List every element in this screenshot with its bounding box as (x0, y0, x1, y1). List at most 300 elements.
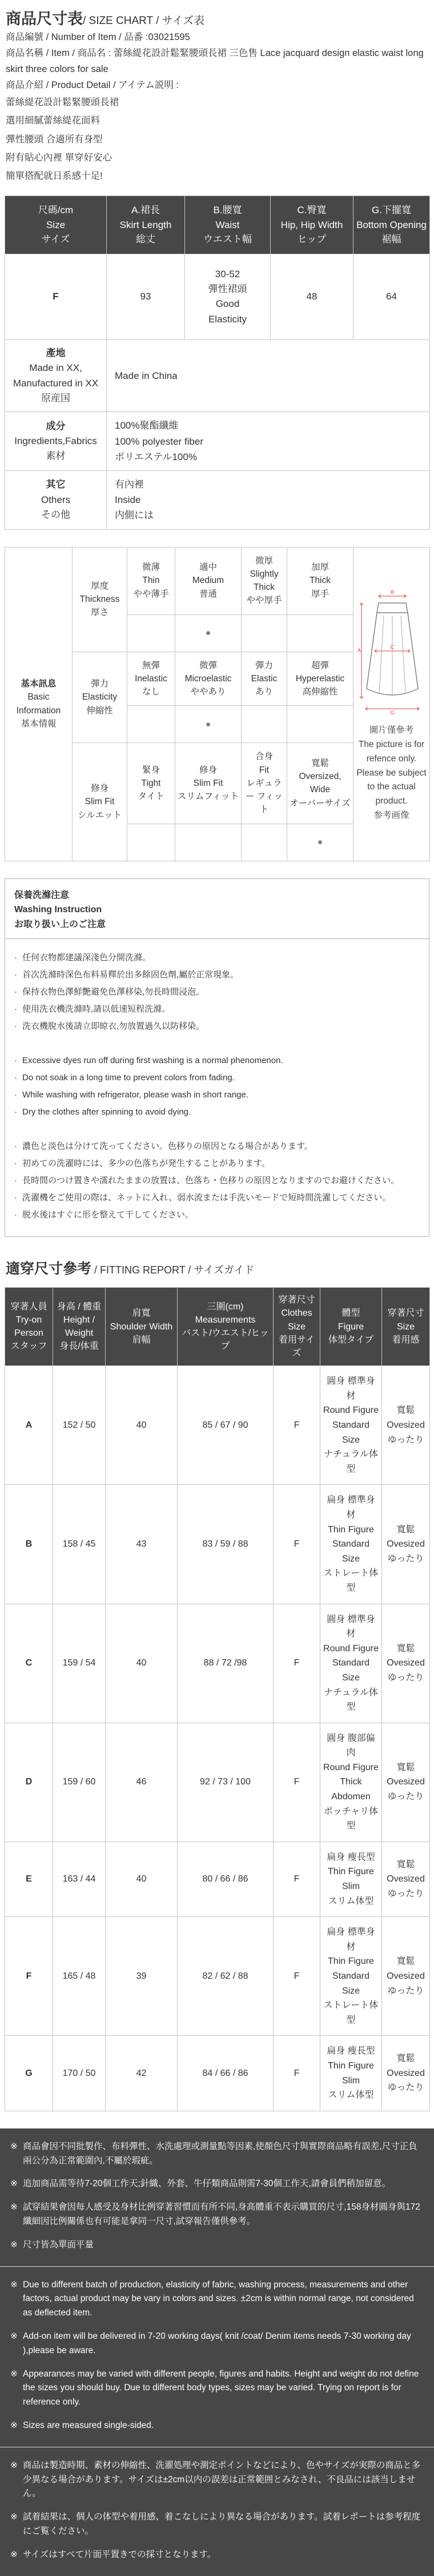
figure-zh: 扁身 標準身材 (327, 1495, 375, 1520)
footer-note-line (10, 2367, 424, 2410)
header-line: 総丈 (136, 234, 155, 245)
attribute-label-line: 厚度 (90, 581, 108, 591)
basic-info-title-line: Basic Information (16, 692, 61, 716)
washing-instruction-line (14, 967, 420, 984)
note-marker: · (14, 1193, 17, 1203)
size-chart-header-bottom (353, 196, 430, 254)
reference-note-line: 圖片僅參考 (369, 725, 414, 736)
elasticity-option-inelastic (127, 652, 175, 706)
header-line: Measurements (195, 1315, 256, 1325)
waist-value (185, 254, 271, 340)
option-line: Slim Fit (193, 778, 223, 788)
option-line: やや厚手 (246, 596, 282, 606)
info-value-line: 内側には (115, 510, 154, 521)
washing-instruction-line-text: Dry the clothes after spinning to avoid dying. (22, 1107, 191, 1117)
footer-note-line (10, 2459, 424, 2501)
washing-instruction-line (14, 1069, 420, 1087)
waist-value-line: Elasticity (208, 313, 247, 325)
bottom-opening-value: 64 (353, 254, 430, 340)
option-line: 緊身 (142, 765, 160, 775)
waist-value-line: 30-52 (215, 268, 240, 279)
fitting-header-height-weight (53, 1288, 106, 1366)
fitting-header-figure (320, 1288, 382, 1366)
washing-instruction-line (14, 1172, 420, 1189)
footer-note-line-text: サイズはすべて片面平置きでの採寸となります。 (23, 2549, 216, 2559)
header-line: スタッフ (10, 1341, 47, 1352)
size-feel-zh: 寬鬆 (396, 1643, 415, 1654)
fitting-title-zh: 適穿尺寸參考 (6, 1261, 92, 1277)
marker-dot: ● (287, 824, 353, 861)
size-feel-en: Ovesized (387, 1658, 425, 1668)
header-line: Height / Weight (63, 1315, 95, 1339)
shoulder-width: 43 (106, 1485, 178, 1604)
fitting-table-body (5, 1366, 430, 2111)
footer-note-line (10, 2200, 424, 2229)
note-marker: · (14, 987, 17, 997)
measurements: 88 / 72 /98 (178, 1604, 274, 1723)
basic-info-title-line: 基本情報 (21, 718, 57, 729)
option-line: 合身 (255, 752, 273, 762)
shoulder-width: 40 (106, 1366, 178, 1485)
washing-instruction-line-text: 長時間のつけ置きや濡れたままの放置は、色落ち・色移りの原因となりますのでお避けください。 (22, 1176, 400, 1186)
footer-note-line (10, 2278, 424, 2321)
skirt-length-value: 93 (107, 254, 185, 340)
shoulder-width: 40 (106, 1842, 178, 1916)
note-marker: · (14, 1141, 17, 1152)
basic-info-title (5, 547, 73, 861)
figure-en: Thin Figure Standard Size (328, 1524, 374, 1564)
fitting-table-row (5, 1366, 430, 1485)
footer-note-line-text: 試着結果は、個人の体型や着用感、着こなしにより異なる場合があります。試着レポートは参考程度にご覧ください。 (23, 2512, 421, 2536)
size-feel (382, 1485, 430, 1604)
size-feel-zh: 寬鬆 (396, 1956, 415, 1967)
elasticity-option-microelastic (175, 652, 242, 706)
header-line: Waist (215, 219, 240, 230)
figure-jp: スリム体型 (328, 2090, 374, 2100)
marker-dot: ● (175, 614, 242, 652)
info-label-line: Ingredients,Fabrics (14, 436, 97, 446)
size-chart-table (5, 195, 430, 529)
size-feel-jp: ゆったり (387, 1435, 424, 1445)
header-line: 穿著尺寸 (387, 1308, 424, 1319)
note-marker: · (14, 1073, 17, 1083)
header-line: 穿著尺寸 (278, 1295, 315, 1305)
attribute-label-line: Slim Fit (85, 797, 115, 807)
thickness-option-row (5, 547, 430, 614)
height-weight: 152 / 50 (53, 1366, 106, 1485)
washing-instruction-line (14, 1001, 420, 1018)
header-line: サイズ (41, 234, 70, 245)
figure-zh: 扁身 瘦長型 (327, 2046, 375, 2056)
page-title (6, 9, 428, 29)
option-line: 超彈 (311, 660, 329, 670)
footer-note-line-text: Add-on item will be delivered in 7-20 working days( knit /coat/ Denim items needs 7-30 working day ),please be aware. (23, 2331, 411, 2355)
clothes-size: F (274, 1604, 320, 1723)
fabric-row (5, 412, 430, 471)
size-chart-header-length (107, 196, 185, 254)
note-marker: ※ (10, 2202, 18, 2212)
diagram-label-g: G (389, 710, 395, 716)
tryon-person: E (5, 1842, 53, 1916)
washing-instruction-line-text: 洗濯機をご使用の際は、ネットに入れ、弱水流または手洗いモードで短時間洗濯してください。 (22, 1193, 391, 1203)
fitting-header-row (5, 1288, 430, 1366)
washing-instruction-line (14, 1087, 420, 1104)
attribute-label-line: Thickness (79, 594, 120, 604)
option-line: Elastic (251, 673, 278, 684)
size-feel-en: Ovesized (387, 1874, 425, 1884)
hip-value: 48 (271, 254, 353, 340)
size-value: F (5, 254, 107, 340)
washing-notes-en (14, 1052, 420, 1121)
washing-title-line: お取り扱い上のご注意 (14, 919, 106, 929)
fitting-header-shoulder (106, 1288, 178, 1366)
fitting-header-clothes-size (274, 1288, 320, 1366)
origin-row (5, 340, 430, 412)
marker-cell (287, 706, 353, 743)
size-feel-en: Ovesized (387, 2068, 425, 2078)
figure-jp: ナチュラル体型 (323, 1449, 379, 1474)
size-feel (382, 1917, 430, 2036)
attribute-label-line: シルエット (78, 810, 122, 820)
size-chart-header-size (5, 196, 107, 254)
clothes-size: F (274, 1917, 320, 2036)
marker-cell (175, 824, 242, 861)
diagram-label-a: A (357, 648, 361, 654)
footer-note-line (10, 2548, 424, 2562)
skirt-diagram (357, 587, 426, 716)
option-line: 修身 (199, 765, 217, 775)
option-line: Oversized, Wide (299, 772, 341, 795)
header-line: Clothes Size (281, 1308, 312, 1332)
option-line: 高伸縮性 (302, 687, 338, 697)
info-label-line: Made in XX, Manufactured in XX (13, 362, 99, 389)
height-weight: 165 / 48 (53, 1917, 106, 2036)
option-line: タイト (138, 792, 164, 802)
size-feel (382, 1723, 430, 1842)
tryon-person: G (5, 2036, 53, 2111)
note-marker: · (14, 1176, 17, 1186)
footer-notes-en (0, 2266, 434, 2447)
info-value-line: Inside (115, 494, 141, 506)
header-line: 肩寬 (132, 1308, 151, 1319)
washing-title-line: Washing Instruction (14, 905, 102, 915)
figure-type (320, 1723, 382, 1842)
note-marker: ※ (10, 2179, 18, 2189)
figure-jp: スリム体型 (328, 1896, 374, 1906)
thickness-option-medium (175, 547, 242, 614)
attribute-label-line: Elasticity (82, 692, 118, 702)
footer-note-line-text: Appearances may be varied with different people, figures and habits. Height and weight do not define the sizes you should buy. Due to different body types, sizes may be varied. Trying on report is for reference only. (23, 2369, 419, 2407)
figure-type (320, 1917, 382, 2036)
option-line: レギュラー フィット (245, 778, 283, 815)
washing-instruction-box (5, 878, 429, 1237)
note-marker: ※ (10, 2549, 18, 2559)
footer-note-line (10, 2238, 424, 2252)
measurements: 92 / 73 / 100 (178, 1723, 274, 1842)
header-line: Figure (337, 1321, 364, 1332)
basic-info-title-zh: 基本訊息 (21, 679, 57, 689)
attribute-label-line: 彈力 (90, 679, 108, 689)
marker-dot: ● (175, 706, 242, 743)
marker-cell (242, 824, 287, 861)
measurements: 80 / 66 / 86 (178, 1842, 274, 1916)
info-value-line: 100% polyester fiber (115, 436, 203, 447)
item-number-line: 商品編號 / Number of Item / 品番 :03021595 (6, 32, 190, 43)
header-line: 三圍(cm) (207, 1301, 244, 1312)
size-value-row (5, 254, 430, 340)
info-value-line: Made in China (115, 370, 178, 382)
tryon-person: F (5, 1917, 53, 2036)
footer-note-line (10, 2419, 424, 2433)
height-weight: 163 / 44 (53, 1842, 106, 1916)
header-line: B.腰寬 (213, 205, 242, 216)
option-line: 加厚 (311, 562, 329, 573)
washing-instruction-line-text: Excessive dyes run off during first washing is a normal phenomenon. (22, 1056, 283, 1066)
option-line: やや薄手 (133, 589, 169, 599)
figure-type (320, 1366, 382, 1485)
option-line: なし (142, 687, 160, 697)
washing-instruction-line-text: 洗衣機脫水後請立即晾衣,勿放置過久以防移染。 (22, 1021, 205, 1032)
header-line: 身長/体重 (59, 1341, 99, 1352)
header-line: Skirt Length (119, 219, 172, 230)
clothes-size: F (274, 1366, 320, 1485)
washing-instruction-line-text: 首次洗滌時深色布料易釋於出多餘固色劑,屬於正常現象。 (22, 970, 239, 980)
reference-note-line: 参考画像 (373, 810, 409, 820)
product-detail-line: 附有貼心內裡 單穿好安心 (6, 152, 112, 163)
option-line: Inelastic (135, 673, 167, 684)
others-value (107, 470, 430, 529)
note-marker: ※ (10, 2239, 18, 2250)
size-feel-jp: ゆったり (387, 2083, 424, 2093)
measurements: 82 / 62 / 88 (178, 1917, 274, 2036)
washing-instruction-body (5, 939, 429, 1236)
footer-note-line-text: Due to different batch of production, elasticity of fabric, washing process, measurements and other factors, actual product may be vary in colors and sizes. ±2cm is within normal range, not considered as deflected item. (23, 2279, 414, 2318)
size-feel-zh: 寬鬆 (396, 1524, 415, 1535)
waist-value-line: Good (215, 298, 240, 310)
footer-note-line-text: 商品會因不同批製作、布料彈性、水洗處理或測量點等因素,使顏色尺寸與實際商品略有誤差,尺寸正負兩公分為正常範圍內,不屬於瑕疵。 (23, 2141, 417, 2166)
footer-note-line-text: Sizes are measured single-sided. (23, 2420, 154, 2430)
washing-instruction-line-text: 使用洗衣機洗滌時,請以低速短程洗滌。 (22, 1004, 171, 1015)
footer-note-line (10, 2510, 424, 2539)
option-line: 無彈 (142, 660, 160, 670)
washing-instruction-line (14, 1018, 420, 1035)
note-marker: ※ (10, 2420, 18, 2430)
height-weight: 158 / 45 (53, 1485, 106, 1604)
clothes-size: F (274, 1723, 320, 1842)
tryon-person: B (5, 1485, 53, 1604)
measurements: 84 / 66 / 86 (178, 2036, 274, 2111)
info-value-line: 有內裡 (115, 478, 144, 490)
fitting-report-table (5, 1287, 430, 2111)
size-feel-zh: 寬鬆 (396, 1762, 415, 1772)
note-marker: · (14, 953, 17, 963)
size-feel-en: Ovesized (387, 1777, 425, 1787)
option-line: 寬鬆 (311, 758, 329, 768)
washing-instruction-line (14, 1138, 420, 1155)
option-line: オーバーサイズ (290, 798, 351, 808)
tryon-person: C (5, 1604, 53, 1723)
fitting-report-title (6, 1257, 428, 1278)
header-line: 裾幅 (381, 234, 401, 245)
shoulder-width: 39 (106, 1917, 178, 2036)
option-line: スリムフィット (177, 792, 239, 802)
header-line: Size (46, 219, 66, 230)
option-line: Hyperelastic (295, 673, 345, 684)
thickness-option-thin (127, 547, 175, 614)
footer-note-line (10, 2140, 424, 2168)
washing-instruction-line-text: While washing with refrigerator, please wash in short range. (22, 1090, 249, 1100)
footer-note-line-text: 尺寸皆為單面平量 (23, 2239, 94, 2250)
fitting-header-person (5, 1288, 53, 1366)
basic-info-table (5, 547, 430, 861)
reference-note-line: The picture is for refence only. Please be subject to the actual product. (356, 740, 427, 806)
product-detail-lines (6, 93, 428, 185)
diagram-label-b: B (390, 589, 394, 596)
fitting-header-size-feel (382, 1288, 430, 1366)
elasticity-option-hyperelastic (287, 652, 353, 706)
thickness-option-slightly-thick (242, 547, 287, 614)
tryon-person: A (5, 1366, 53, 1485)
size-chart-header-row (5, 196, 430, 254)
washing-instruction-line (14, 1189, 420, 1207)
option-line: あり (255, 687, 273, 697)
product-detail-label: 商品介紹 / Product Detail / アイテム説明 : (6, 80, 179, 91)
figure-en: Round Figure Standard Size (323, 1643, 379, 1683)
figure-jp: ストレート体型 (323, 2000, 379, 2025)
tryon-person: D (5, 1723, 53, 1842)
fitting-table-row (5, 1917, 430, 2036)
figure-jp: ストレート体型 (323, 1568, 379, 1593)
washing-instruction-line (14, 1207, 420, 1224)
fit-option-fit (242, 743, 287, 824)
header-line: 體型 (341, 1308, 360, 1319)
shoulder-width: 46 (106, 1723, 178, 1842)
option-line: Medium (192, 576, 224, 586)
footer-note-line (10, 2177, 424, 2191)
figure-en: Thin Figure Standard Size (328, 1956, 374, 1996)
page-title-zh: 商品尺寸表 (6, 10, 83, 27)
note-marker: · (14, 1021, 17, 1032)
option-line: Thin (142, 576, 160, 586)
fitting-table-row (5, 2036, 430, 2111)
info-label-line: その他 (41, 509, 70, 520)
page-header (0, 6, 434, 185)
note-marker: · (14, 1107, 17, 1117)
option-line: 適中 (199, 562, 217, 573)
washing-instruction-line (14, 1104, 420, 1121)
washing-instruction-line-text: 脱水後はすぐに形を整えて干してください。 (22, 1210, 194, 1220)
height-weight: 170 / 50 (53, 2036, 106, 2111)
origin-value (107, 340, 430, 412)
figure-en: Round Figure Standard Size (323, 1405, 379, 1445)
note-marker: · (14, 1210, 17, 1220)
origin-label (5, 340, 107, 412)
page-title-suffix: / SIZE CHART / サイズ表 (83, 15, 205, 27)
marker-cell (287, 614, 353, 652)
info-value-line: ポリエステル100% (115, 451, 197, 462)
product-detail-line: 簡單搭配就日系感十足! (6, 170, 103, 181)
header-line: 体型タイプ (328, 1335, 374, 1345)
header-line: 穿著人員 (10, 1301, 47, 1312)
origin-label-zh: 產地 (46, 348, 66, 359)
item-name-line: 商品名稱 / Item / 商品名 : 蕾絲緹花設計鬆緊腰頭長裙 三色售 Lace jacquard design elastic waist long skirt three colors for sale (6, 48, 424, 75)
size-feel-jp: ゆったり (387, 1553, 424, 1564)
shoulder-width: 40 (106, 1604, 178, 1723)
header-line: Shoulder Width (110, 1321, 173, 1332)
fit-option-slim (175, 743, 242, 824)
size-feel (382, 1842, 430, 1916)
option-line: 微厚 (255, 556, 273, 566)
note-marker: · (14, 1056, 17, 1066)
note-marker: ※ (10, 2279, 18, 2290)
header-line: バスト/ウエスト/ヒップ (182, 1328, 269, 1352)
option-line: 微薄 (142, 562, 160, 573)
info-label-line: 素材 (46, 450, 66, 462)
footer-note-line-text: 商品は製造時期、素材の伸縮性、洗濯処理や測定ポイントなどにより、色やサイズが実際の商品と多少異なる場合があります。サイズは±2cm以内の誤差は正常範囲とみなされ、不良品には該当しません。 (23, 2460, 421, 2499)
washing-instruction-line-text: 初めての洗濯時には、多少の色落ちが発生することがあります。 (22, 1159, 270, 1169)
washing-instruction-line-text: 濃色と淡色は分けて洗ってください。色移りの原因となる場合があります。 (22, 1141, 313, 1152)
washing-instruction-line (14, 1052, 420, 1069)
washing-instruction-line (14, 984, 420, 1001)
fabric-label (5, 412, 107, 471)
figure-type (320, 1604, 382, 1723)
figure-type (320, 1842, 382, 1916)
washing-instruction-line-text: 保持衣物色澤鮮艷避免色澤移染,勿長時間浸泡。 (22, 987, 205, 997)
footer-note-line-text: 追加商品需等待7-20個工作天;針織、外套、牛仔類商品則需7-30個工作天,請會員們稍加留意。 (23, 2179, 391, 2189)
note-marker: · (14, 1090, 17, 1100)
header-line: 身高 / 體重 (57, 1301, 102, 1312)
elasticity-option-elastic (242, 652, 287, 706)
product-detail-line: 彈性腰頭 合適所有身型 (6, 134, 103, 145)
figure-zh: 扁身 瘦長型 (327, 1852, 375, 1862)
footer-note-line (10, 2330, 424, 2358)
washing-notes-zh (14, 949, 420, 1035)
header-line: 尺碼/cm (38, 205, 74, 216)
elasticity-label (73, 652, 127, 743)
header-line: Hip, Hip Width (280, 219, 343, 230)
shoulder-width: 42 (106, 2036, 178, 2111)
header-line: Size (396, 1321, 415, 1332)
figure-zh: 扁身 標準身材 (327, 1927, 375, 1952)
header-line: Bottom Opening (356, 219, 427, 230)
header-line: 着用感 (392, 1335, 420, 1345)
product-detail-line: 選用細膩蕾絲緹花面料 (6, 115, 100, 126)
marker-cell (242, 706, 287, 743)
option-line: 厚手 (311, 589, 329, 599)
washing-notes-jp (14, 1138, 420, 1224)
figure-en: Round Figure Thick Abdomen (323, 1762, 379, 1802)
header-line: ヒップ (297, 234, 327, 245)
fitting-header-measurements (178, 1288, 274, 1366)
option-line: 普通 (199, 589, 217, 599)
size-feel-jp: ゆったり (387, 1986, 424, 1996)
header-line: C.臀寬 (297, 205, 327, 216)
footer-note-line-text: 試穿結果會因每人感受及身材比例穿著習慣而有所不同,身高體重不表示購買的尺寸,158身材圓身與172纖細因比例關係也有可能是拿同一尺寸,試穿報告僅供參考。 (23, 2202, 420, 2226)
option-line: 微彈 (199, 660, 217, 670)
header-line: 着用サイズ (279, 1335, 315, 1359)
size-feel (382, 1604, 430, 1723)
reference-picture-note (356, 724, 427, 823)
marker-cell (127, 706, 175, 743)
thickness-label (73, 547, 127, 652)
washing-instruction-line-text: Do not soak in a long time to prevent colors from fading. (22, 1073, 235, 1083)
option-line: Thick (309, 576, 331, 586)
note-marker: ※ (10, 2512, 18, 2522)
fabric-value (107, 412, 430, 471)
fitting-table-row (5, 1485, 430, 1604)
header-line: Try-on Person (14, 1315, 43, 1339)
footer-notes-jp (0, 2447, 434, 2576)
